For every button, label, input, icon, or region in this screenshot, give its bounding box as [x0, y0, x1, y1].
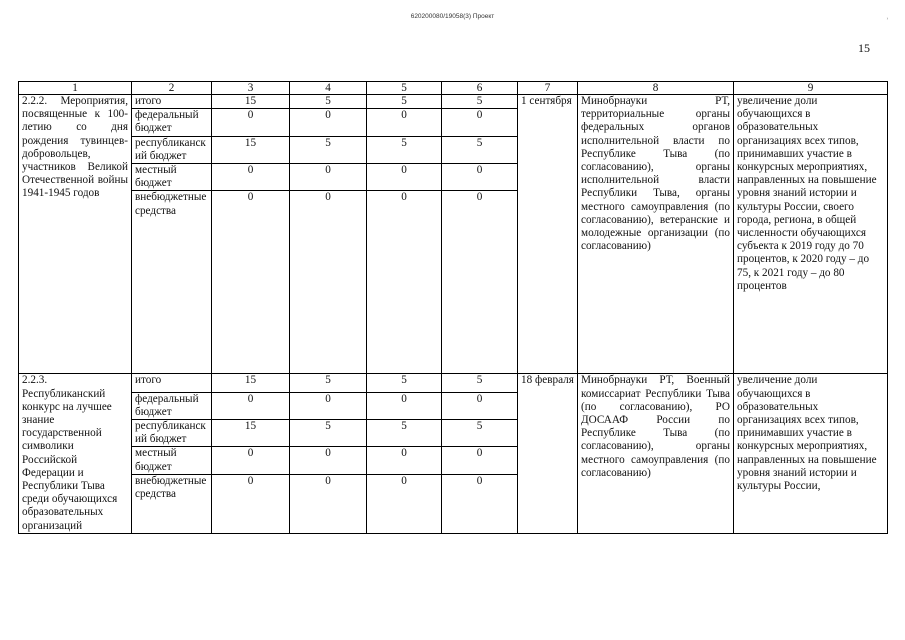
funding-source: внебюджетные средства [132, 191, 212, 374]
activity-cell: 2.2.3. Республиканский конкурс на лучшее знание государственной символики Российской Федерации и Республики Тыва среди обучающихся образовательных организаций [19, 374, 132, 533]
value-cell: 0 [290, 191, 367, 374]
value-cell: 5 [442, 420, 518, 447]
column-header: 1 [19, 82, 132, 95]
value-cell: 0 [212, 392, 290, 419]
value-cell: 5 [290, 95, 367, 109]
value-cell: 5 [442, 136, 518, 163]
value-cell: 5 [367, 420, 442, 447]
value-cell: 0 [212, 474, 290, 533]
column-header: 8 [578, 82, 734, 95]
executors-cell: Минобрнауки РТ, Военный комиссариат Республики Тыва (по согласованию), РО ДОСААФ России по Республике Тыва (по согласованию), органы местного самоуправления (по согласованию) [578, 374, 734, 533]
table-body [19, 82, 888, 534]
value-cell: 0 [442, 191, 518, 374]
value-cell: 5 [290, 420, 367, 447]
value-cell: 0 [290, 109, 367, 136]
value-cell: 0 [212, 447, 290, 474]
column-header: 4 [290, 82, 367, 95]
column-header: 9 [734, 82, 888, 95]
value-cell: 5 [442, 95, 518, 109]
column-header: 3 [212, 82, 290, 95]
table-row [19, 374, 888, 392]
value-cell: 0 [442, 164, 518, 191]
value-cell: 5 [367, 374, 442, 392]
value-cell: 0 [442, 392, 518, 419]
column-header: 7 [518, 82, 578, 95]
value-cell: 5 [442, 374, 518, 392]
corner-mark: ʾ [886, 17, 889, 26]
funding-source: местный бюджет [132, 447, 212, 474]
value-cell: 0 [212, 191, 290, 374]
funding-source: республиканский бюджет [132, 136, 212, 163]
funding-source: федеральный бюджет [132, 109, 212, 136]
funding-source: федеральный бюджет [132, 392, 212, 419]
funding-source: внебюджетные средства [132, 474, 212, 533]
value-cell: 5 [290, 136, 367, 163]
result-cell: увеличение доли обучающихся в образовательных организациях всех типов, принимавших участие в конкурсных мероприятиях, направленных на повышение уровня знаний истории и культуры России, [734, 374, 888, 533]
value-cell: 0 [367, 109, 442, 136]
value-cell: 15 [212, 374, 290, 392]
value-cell: 15 [212, 136, 290, 163]
column-header: 5 [367, 82, 442, 95]
value-cell: 0 [212, 109, 290, 136]
value-cell: 0 [442, 474, 518, 533]
value-cell: 0 [212, 164, 290, 191]
program-table [18, 81, 888, 534]
table-row [19, 95, 888, 109]
funding-source: итого [132, 374, 212, 392]
value-cell: 0 [290, 474, 367, 533]
value-cell: 0 [367, 392, 442, 419]
deadline-cell: 18 февраля [518, 374, 578, 533]
value-cell: 5 [290, 374, 367, 392]
value-cell: 0 [367, 164, 442, 191]
executors-cell: Минобрнауки РТ, территориальные органы федеральных органов исполнительной власти по Республике Тыва (по согласованию), органы исполнительной власти Республики Тыва, органы местного самоуправления (по согласованию), ветеранские и молодежные организации (по согласованию) [578, 95, 734, 374]
value-cell: 0 [442, 109, 518, 136]
value-cell: 15 [212, 420, 290, 447]
value-cell: 5 [367, 136, 442, 163]
value-cell: 0 [290, 447, 367, 474]
funding-source: местный бюджет [132, 164, 212, 191]
result-cell: увеличение доли обучающихся в образовательных организациях всех типов, принимавших участие в конкурсных мероприятиях, направленных на повышение уровня знаний истории и культуры России, своего города, региона, в общей численности обучающихся субъекта к 2019 году до 70 процентов, к 2020 году – до 75, к 2021 году – до 80 процентов [734, 95, 888, 374]
activity-cell: 2.2.2. Мероприятия, посвященные к 100-летию со дня рождения тувинцев-добровольцев, участников Великой Отечественной войны 1941-1945 годов [19, 95, 132, 374]
value-cell: 15 [212, 95, 290, 109]
value-cell: 0 [367, 191, 442, 374]
value-cell: 0 [442, 447, 518, 474]
value-cell: 0 [367, 447, 442, 474]
column-header: 6 [442, 82, 518, 95]
deadline-cell: 1 сентября [518, 95, 578, 374]
value-cell: 0 [367, 474, 442, 533]
value-cell: 5 [367, 95, 442, 109]
funding-source: республиканский бюджет [132, 420, 212, 447]
column-number-row [19, 82, 888, 95]
value-cell: 0 [290, 392, 367, 419]
column-header: 2 [132, 82, 212, 95]
value-cell: 0 [290, 164, 367, 191]
funding-source: итого [132, 95, 212, 109]
page-number: 15 [858, 41, 870, 55]
document-id: 620200080/19058(3) Проект [410, 13, 495, 20]
